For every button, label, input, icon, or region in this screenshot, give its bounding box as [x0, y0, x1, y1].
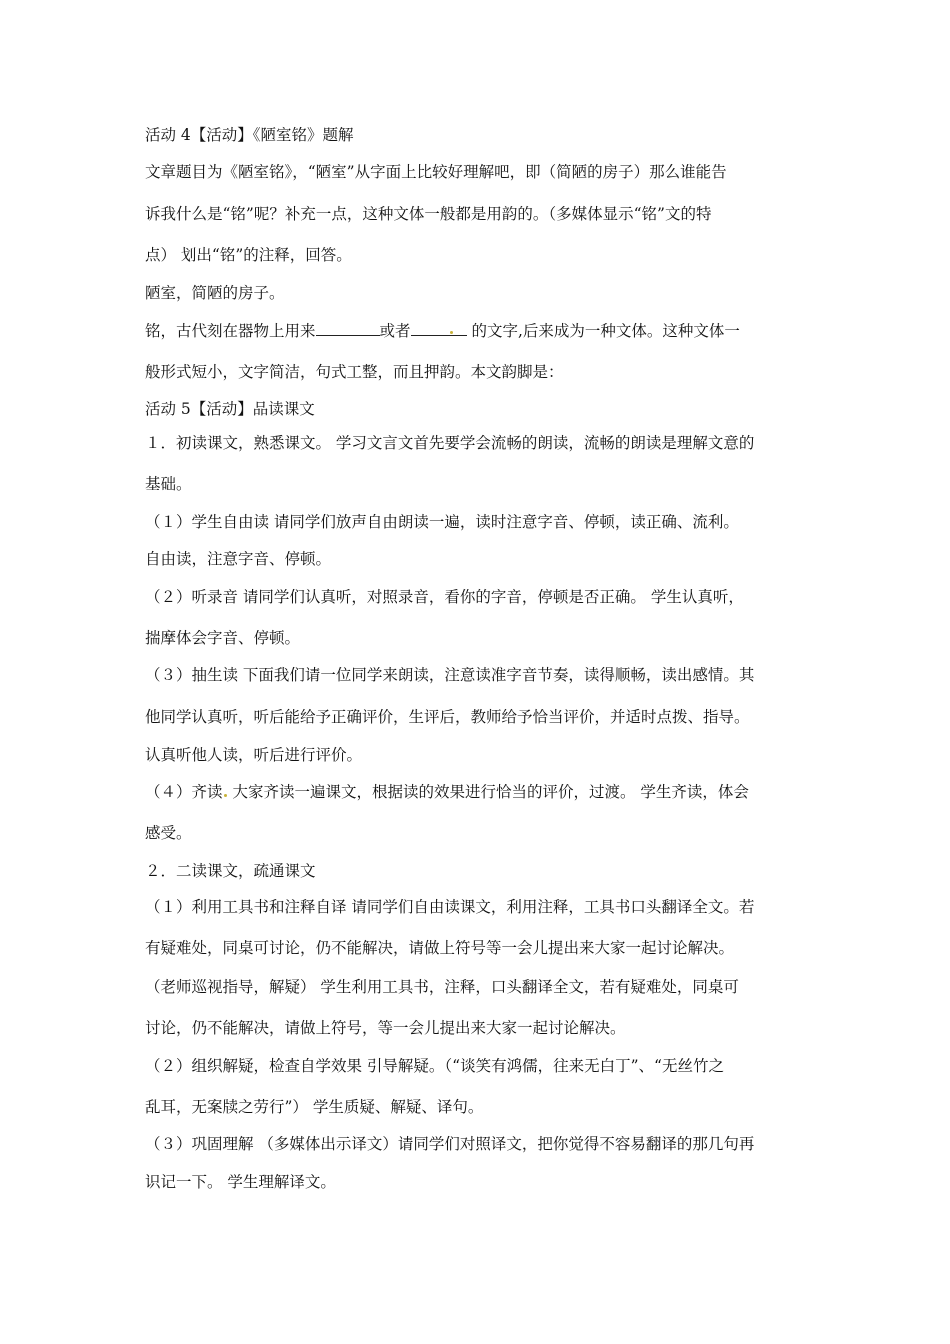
paragraph-line: 讨论，仍不能解决，请做上符号，等一会儿提出来大家一起讨论解决。: [145, 1019, 626, 1037]
paragraph-line: 诉我什么是“铭”呢？补充一点，这种文体一般都是用韵的。（多媒体显示“铭”文的特: [145, 205, 712, 223]
paragraph-line: １．初读课文，熟悉课文。 学习文言文首先要学会流畅的朗读，流畅的朗读是理解文意的: [145, 434, 755, 452]
paragraph-line: 基础。: [145, 475, 192, 493]
paragraph-line: 识记一下。 学生理解译文。: [145, 1173, 336, 1191]
paragraph-line: 乱耳，无案牍之劳行”） 学生质疑、解疑、译句。: [145, 1098, 484, 1116]
paragraph-line: （１）学生自由读 请同学们放声自由朗读一遍，读时注意字音、停顿，读正确、流利。: [145, 513, 739, 531]
paragraph-line: 认真听他人读，听后进行评价。: [145, 746, 363, 764]
qidu-line: [145, 782, 749, 802]
fill-blank-1[interactable]: [316, 321, 380, 336]
paragraph-line: 自由读，注意字音、停顿。: [145, 550, 332, 568]
ming-text-part3: 的文字,后来成为一种文体。这种文体一: [466, 322, 740, 340]
paragraph-line: 感受。: [145, 824, 192, 842]
paragraph-line: 他同学认真听，听后能给予正确评价，生评后，教师给予恰当评价，并适时点拨、指导。: [145, 708, 750, 726]
qidu-text-part1: （４）齐读: [145, 783, 223, 801]
paragraph-line: 点） 划出“铭”的注释，回答。: [145, 246, 352, 264]
paragraph-line: 陋室，简陋的房子。: [145, 284, 285, 302]
ming-text-part2: 或者: [379, 322, 411, 340]
paragraph-line: 般形式短小，文字简洁，句式工整，而且押韵。本文韵脚是：: [145, 363, 564, 381]
paragraph-line: （３）抽生读 下面我们请一位同学来朗读，注意读准字音节奏，读得顺畅，读出感情。其: [145, 666, 755, 684]
ming-fill-blank-line: [145, 321, 740, 341]
fill-blank-2[interactable]: [411, 321, 467, 336]
paragraph-line: （１）利用工具书和注释自译 请同学们自由读课文，利用注释，工具书口头翻译全文。若: [145, 898, 755, 916]
qidu-text-part2: 大家齐读一遍课文，根据读的效果进行恰当的评价，过渡。 学生齐读，体会: [227, 783, 749, 801]
ming-text-part1: 铭，古代刻在器物上用来: [145, 322, 316, 340]
mark-dot-icon: [450, 331, 453, 334]
paragraph-line: 有疑难处，同桌可讨论，仍不能解决，请做上符号等一会儿提出来大家一起讨论解决。: [145, 939, 735, 957]
paragraph-line: （老师巡视指导，解疑） 学生利用工具书，注释，口头翻译全文，若有疑难处，同桌可: [145, 978, 739, 996]
paragraph-line: （２）听录音 请同学们认真听，对照录音，看你的字音，停顿是否正确。 学生认真听，: [145, 588, 744, 606]
mark-dot-icon: [224, 794, 227, 797]
paragraph-line: 揣摩体会字音、停顿。: [145, 629, 301, 647]
section-heading: ２．二读课文，疏通课文: [145, 862, 316, 880]
paragraph-line: 文章题目为《陋室铭》，“陋室”从字面上比较好理解吧，即（简陋的房子）那么谁能告: [145, 163, 727, 181]
activity-4-heading: 活动 4【活动】《陋室铭》题解: [145, 126, 354, 144]
activity-5-heading: 活动 5【活动】品读课文: [145, 400, 315, 418]
paragraph-line: （２）组织解疑，检查自学效果 引导解疑。（“谈笑有鸿儒，往来无白丁”、“无丝竹之: [145, 1057, 724, 1075]
paragraph-line: （３）巩固理解 （多媒体出示译文）请同学们对照译文，把你觉得不容易翻译的那几句再: [145, 1135, 755, 1153]
